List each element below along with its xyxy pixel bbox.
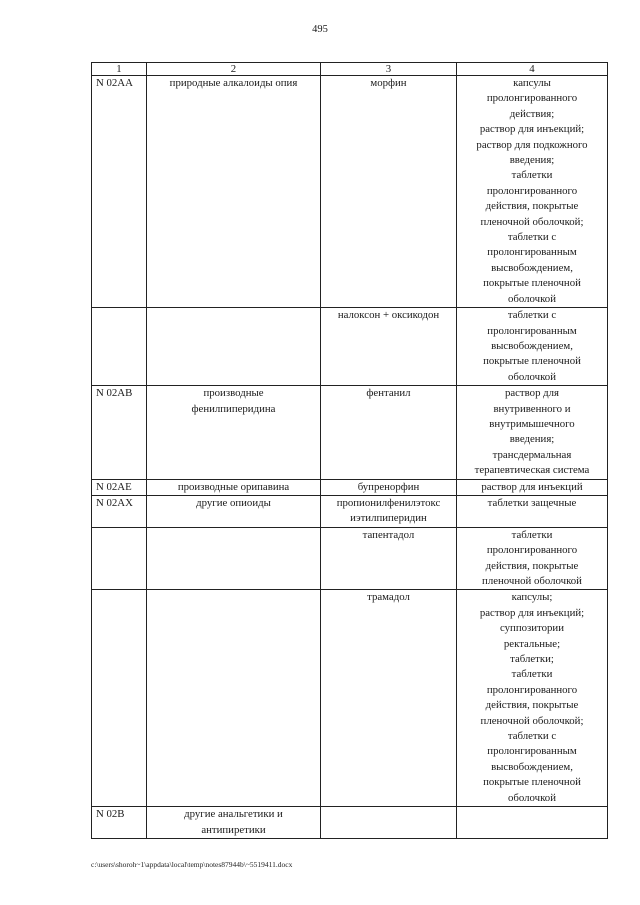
dosage-form-line: пролонгированного [486, 683, 578, 696]
dosage-form-line: покрытые пленочной [483, 776, 581, 789]
footer-file-path: c:\users\shoroh~1\appdata\local\temp\notes87944b\~5519411.docx [91, 860, 293, 869]
dosage-form-line: раствор для подкожного [476, 138, 588, 151]
dosage-form-line: оболочкой [508, 292, 556, 305]
dosage-form-line: пролонгированного [486, 184, 578, 197]
dosage-form-line: введения; [509, 433, 555, 446]
dosage-form-line: таблетки с [507, 309, 557, 322]
cell-code: N 02AA [92, 76, 147, 308]
dosage-form-line: пленочной оболочкой [482, 575, 582, 587]
table-row [92, 479, 608, 495]
cell-substance: налоксон + оксикодон [321, 308, 457, 386]
dosage-form-line: ректальные; [503, 637, 561, 650]
cell-code: N 02AE [92, 479, 147, 495]
cell-group: производные фенилпиперидина [147, 386, 321, 479]
column-header-1: 1 [92, 63, 147, 76]
dosage-form-line: оболочкой [508, 370, 556, 383]
table-row [92, 807, 608, 839]
cell-group: другие анальгетики и антипиретики [147, 807, 321, 839]
dosage-form-line: действия, покрытые [485, 559, 579, 572]
dosage-form-line: покрытые пленочной [483, 355, 581, 368]
column-header-3: 3 [321, 63, 457, 76]
dosage-form-line: таблетки [511, 169, 553, 182]
cell-substance: бупренорфин [321, 479, 457, 495]
cell-dosage-form [457, 308, 608, 386]
table-header-row [92, 63, 608, 76]
dosage-form-line: трансдермальная [492, 448, 572, 461]
cell-group: производные орипавина [147, 479, 321, 495]
cell-code [92, 590, 147, 807]
table-row [92, 386, 608, 479]
drug-table [91, 62, 608, 839]
cell-code: N 02AB [92, 386, 147, 479]
dosage-form-line: таблетки защечные [487, 496, 577, 509]
dosage-form-line: таблетки [511, 668, 553, 681]
dosage-form-line: пролонгированным [487, 745, 577, 758]
dosage-form-line: действия, покрытые [485, 200, 579, 213]
cell-code: N 02B [92, 807, 147, 839]
dosage-form-line: терапевтическая система [474, 464, 590, 477]
dosage-form-line: покрытые пленочной [483, 277, 581, 290]
dosage-form-line: пролонгированного [486, 92, 578, 105]
dosage-form-line: пролонгированным [487, 246, 577, 259]
cell-substance: пропионилфенилэтокс иэтилпиперидин [321, 495, 457, 527]
cell-dosage-form [457, 76, 608, 308]
dosage-form-line: раствор для [504, 387, 560, 400]
cell-group: другие опиоиды [147, 495, 321, 527]
dosage-form-line: суппозитории [500, 622, 564, 635]
cell-dosage-form [457, 590, 608, 807]
dosage-form-line: капсулы; [511, 591, 553, 604]
dosage-form-line: раствор для инъекций [481, 480, 583, 493]
dosage-form-line: таблетки с [507, 730, 557, 743]
dosage-form-line: внутримышечного [489, 417, 575, 430]
table-row [92, 590, 608, 807]
cell-substance: трамадол [321, 590, 457, 807]
cell-substance [321, 807, 457, 839]
table-row [92, 308, 608, 386]
cell-code [92, 527, 147, 590]
cell-substance: тапентадол [321, 527, 457, 590]
dosage-form-line: высвобождением, [491, 760, 573, 773]
dosage-form-line: действия; [509, 107, 555, 120]
cell-code [92, 308, 147, 386]
cell-group [147, 527, 321, 590]
cell-group [147, 308, 321, 386]
dosage-form-line: оболочкой [508, 791, 556, 804]
cell-dosage-form [457, 386, 608, 479]
dosage-form-line: таблетки с [507, 231, 557, 244]
cell-dosage-form [457, 479, 608, 495]
table-row [92, 76, 608, 308]
dosage-form-line: внутривенного и [493, 402, 571, 415]
dosage-form-line: высвобождением, [491, 261, 573, 274]
dosage-form-line: действия, покрытые [485, 699, 579, 712]
cell-substance: фентанил [321, 386, 457, 479]
dosage-form-line: таблетки [511, 528, 553, 541]
dosage-form-line: капсулы [513, 77, 551, 89]
cell-dosage-form [457, 495, 608, 527]
cell-substance: морфин [321, 76, 457, 308]
page-number: 495 [312, 24, 328, 35]
cell-dosage-form [457, 807, 608, 839]
dosage-form-line: пленочной оболочкой; [480, 215, 584, 228]
dosage-form-line: высвобождением, [491, 339, 573, 352]
dosage-form-line: введения; [509, 154, 555, 167]
dosage-form-line: пленочной оболочкой; [480, 714, 584, 727]
table-row [92, 527, 608, 590]
cell-code: N 02AX [92, 495, 147, 527]
dosage-form-line: раствор для инъекций; [479, 606, 585, 619]
cell-group: природные алкалоиды опия [147, 76, 321, 308]
column-header-4: 4 [457, 63, 608, 76]
cell-group [147, 590, 321, 807]
column-header-2: 2 [147, 63, 321, 76]
dosage-form-line: таблетки; [510, 653, 554, 666]
dosage-form-line: пролонгированным [487, 324, 577, 337]
dosage-form-line: пролонгированного [486, 544, 578, 557]
table-body [92, 76, 608, 839]
table-row [92, 495, 608, 527]
cell-dosage-form [457, 527, 608, 590]
dosage-form-line: раствор для инъекций; [479, 123, 585, 136]
